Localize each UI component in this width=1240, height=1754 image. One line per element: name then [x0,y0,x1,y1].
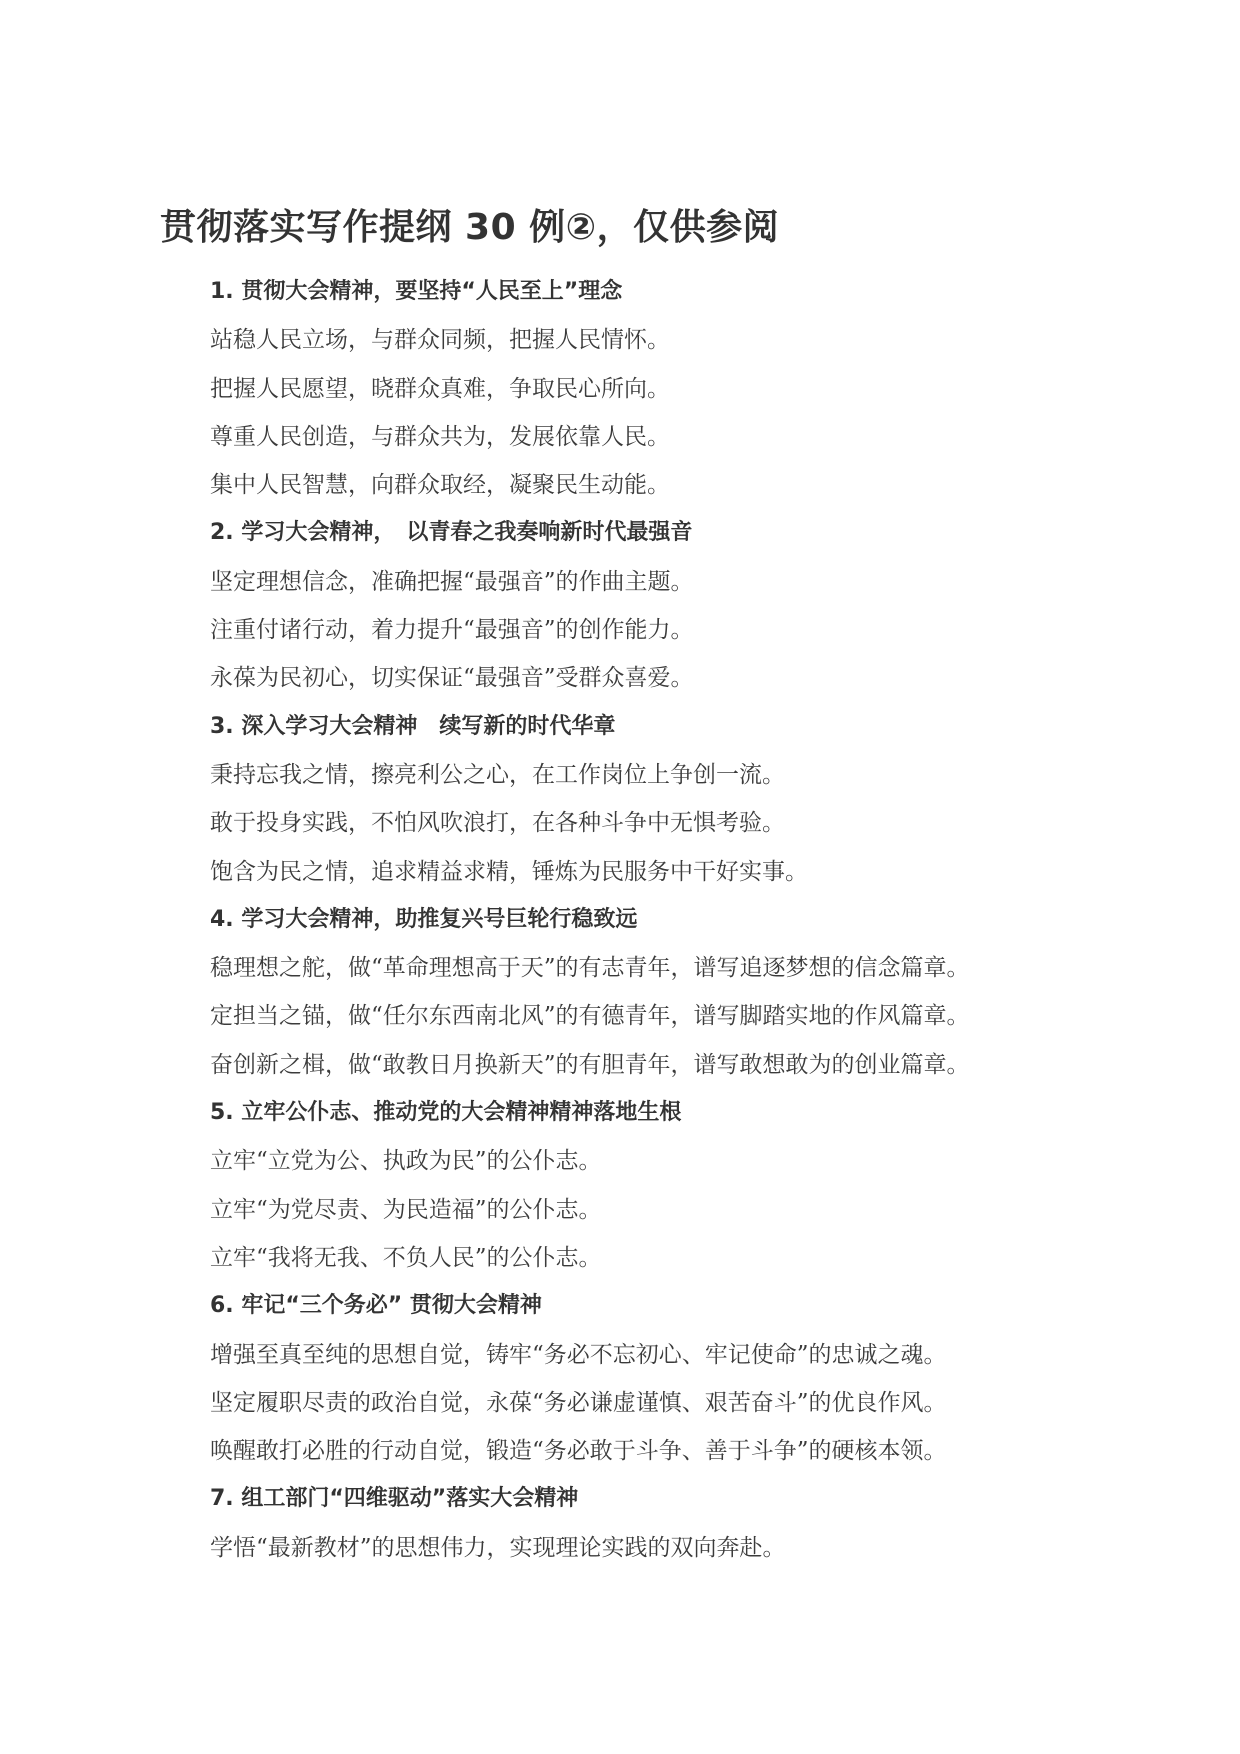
section-line: 把握人民愿望，晓群众真难，争取民心所向。 [210,375,670,402]
section-line: 稳理想之舵，做“革命理想高于天”的有志青年，谱写追逐梦想的信念篇章。 [210,955,970,982]
section-heading: 3. 深入学习大会精神 续写新的时代华章 [210,713,616,739]
section-line: 永葆为民初心，切实保证“最强音”受群众喜爱。 [210,665,694,692]
section-line: 坚定理想信念，准确把握“最强音”的作曲主题。 [210,568,694,595]
section-line: 秉持忘我之情，擦亮利公之心，在工作岗位上争创一流。 [210,761,785,788]
section-line: 立牢“立党为公、执政为民”的公仆志。 [210,1148,602,1175]
section-line: 站稳人民立场，与群众同频，把握人民情怀。 [210,327,670,354]
outline-list [210,268,1210,1572]
outline-section [210,1282,1210,1475]
outline-section [210,1089,1210,1282]
section-line: 注重付诸行动，着力提升“最强音”的创作能力。 [210,617,694,644]
section-line: 坚定履职尽责的政治自觉，永葆“务必谦虚谨慎、艰苦奋斗”的优良作风。 [210,1389,947,1416]
outline-section [210,1475,1210,1572]
section-line: 饱含为民之情，追求精益求精，锤炼为民服务中干好实事。 [210,858,808,885]
outline-section [210,896,1210,1089]
outline-section [210,268,1210,509]
section-line: 立牢“为党尽责、为民造福”的公仆志。 [210,1196,602,1223]
section-heading: 5. 立牢公仆志、推动党的大会精神精神落地生根 [210,1100,682,1126]
outline-section [210,703,1210,896]
section-line: 奋创新之楫，做“敢教日月换新天”的有胆青年，谱写敢想敢为的创业篇章。 [210,1051,970,1078]
section-line: 集中人民智慧，向群众取经，凝聚民生动能。 [210,472,670,499]
outline-section [210,509,1210,702]
document-title: 贯彻落实写作提纲 30 例②，仅供参阅 [160,207,780,248]
section-line: 立牢“我将无我、不负人民”的公仆志。 [210,1244,602,1271]
section-heading: 7. 组工部门“四维驱动”落实大会精神 [210,1486,579,1512]
section-heading: 6. 牢记“三个务必” 贯彻大会精神 [210,1293,542,1319]
section-line: 唤醒敢打必胜的行动自觉，锻造“务必敢于斗争、善于斗争”的硬核本领。 [210,1438,947,1465]
section-heading: 2. 学习大会精神， 以青春之我奏响新时代最强音 [210,520,693,546]
section-line: 定担当之锚，做“任尔东西南北风”的有德青年，谱写脚踏实地的作风篇章。 [210,1003,970,1030]
section-line: 尊重人民创造，与群众共为，发展依靠人民。 [210,423,670,450]
section-line: 增强至真至纯的思想自觉，铸牢“务必不忘初心、牢记使命”的忠诚之魂。 [210,1341,947,1368]
section-heading: 1. 贯彻大会精神，要坚持“人民至上”理念 [210,279,623,304]
section-line: 敢于投身实践，不怕风吹浪打，在各种斗争中无惧考验。 [210,810,785,837]
section-heading: 4. 学习大会精神，助推复兴号巨轮行稳致远 [210,906,638,932]
section-line: 学悟“最新教材”的思想伟力，实现理论实践的双向奔赴。 [210,1534,786,1561]
